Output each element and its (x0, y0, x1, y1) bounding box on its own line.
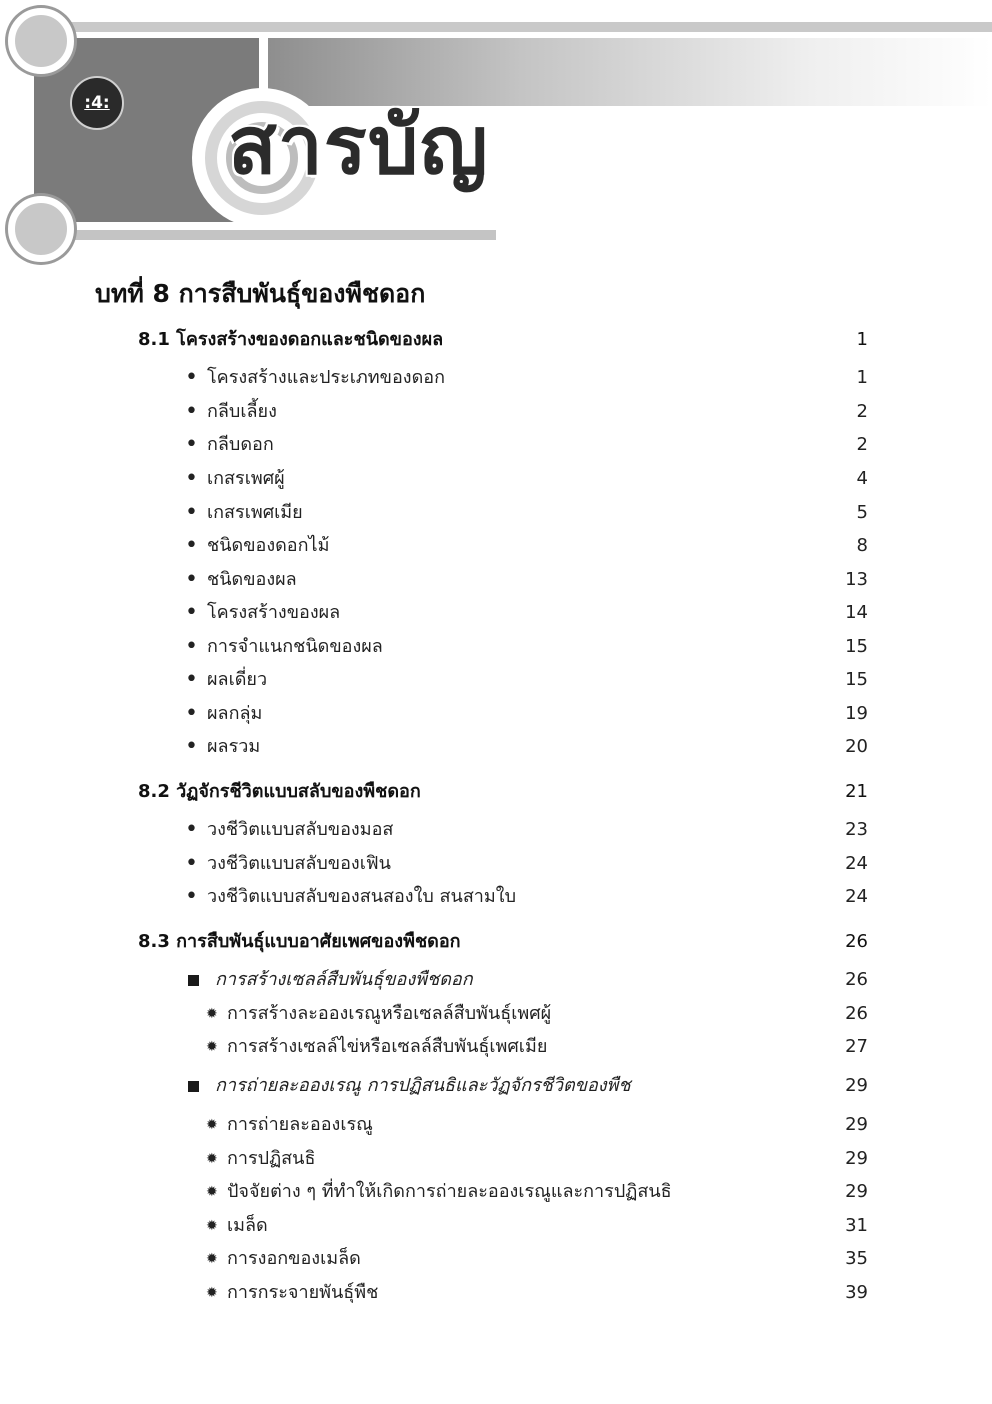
toc-item-label: ผลกลุ่ม (207, 703, 263, 724)
page-number: 8 (856, 535, 868, 556)
toc-item[interactable] (138, 464, 868, 494)
toc-item[interactable] (138, 397, 868, 427)
bullet-dot-icon (185, 882, 198, 913)
page-number: 26 (845, 1003, 868, 1024)
page-number: 5 (856, 502, 868, 523)
page-number: 23 (845, 819, 868, 840)
bullet-dot-icon (185, 430, 198, 461)
bullet-dot-icon (185, 632, 198, 663)
toc-item[interactable] (138, 1177, 868, 1207)
sun-bullet-icon: ✹ (206, 1251, 218, 1267)
toc-item[interactable] (138, 1110, 868, 1140)
page-number: 19 (845, 703, 868, 724)
bullet-dot-icon (185, 815, 198, 846)
page-number: 14 (845, 602, 868, 623)
toc-item[interactable] (138, 999, 868, 1029)
sun-bullet-icon: ✹ (206, 1039, 218, 1055)
toc-item-label: ผลรวม (207, 736, 261, 757)
square-bullet-icon (188, 975, 199, 986)
section-title: 8.3 การสืบพันธุ์แบบอาศัยเพศของพืชดอก (138, 931, 461, 952)
toc-item[interactable] (138, 363, 868, 393)
toc-subsection-label: การสร้างเซลล์สืบพันธุ์ของพืชดอก (215, 969, 473, 990)
page-number-badge: :4: (70, 76, 124, 130)
page-number: 29 (845, 1181, 868, 1202)
page-number: 15 (845, 669, 868, 690)
toc-item-label: การจำแนกชนิดของผล (207, 636, 383, 657)
bullet-dot-icon (185, 397, 198, 428)
page-number: 35 (845, 1248, 868, 1269)
bullet-dot-icon (185, 665, 198, 696)
toc-item[interactable] (138, 565, 868, 595)
toc-item[interactable] (138, 882, 868, 912)
toc-item[interactable] (138, 430, 868, 460)
bottom-decor-bar (72, 230, 496, 240)
bullet-dot-icon (185, 363, 198, 394)
bullet-dot-icon (185, 565, 198, 596)
toc-item[interactable] (138, 1211, 868, 1241)
toc-item[interactable] (138, 815, 868, 845)
page-number: 31 (845, 1215, 868, 1236)
sun-bullet-icon: ✹ (206, 1117, 218, 1133)
top-decor-bar (60, 22, 992, 32)
page-number: 1 (856, 367, 868, 388)
bullet-dot-icon (185, 531, 198, 562)
toc-item-label: กลีบดอก (207, 434, 274, 455)
toc-item-label: ชนิดของดอกไม้ (207, 535, 330, 556)
toc-item-label: การกระจายพันธุ์พืช (227, 1282, 379, 1303)
page-number: 24 (845, 853, 868, 874)
toc-item-label: วงชีวิตแบบสลับของมอส (207, 819, 394, 840)
sun-bullet-icon: ✹ (206, 1285, 218, 1301)
toc-item-label: เกสรเพศผู้ (207, 468, 285, 489)
toc-item-label: ชนิดของผล (207, 569, 297, 590)
toc-section-8-1[interactable] (138, 325, 868, 355)
toc-item-label: ผลเดี่ยว (207, 669, 268, 690)
toc-item-label: การสร้างเซลล์ไข่หรือเซลล์สืบพันธุ์เพศเมีย (227, 1036, 548, 1057)
toc-item-label: เมล็ด (227, 1215, 268, 1236)
page-number: 26 (845, 969, 868, 990)
toc-item[interactable] (138, 598, 868, 628)
toc-item[interactable] (138, 849, 868, 879)
square-bullet-icon (188, 1081, 199, 1092)
toc-item-label: เกสรเพศเมีย (207, 502, 303, 523)
toc-item[interactable] (138, 1032, 868, 1062)
toc-item-label: การงอกของเมล็ด (227, 1248, 361, 1269)
toc-subsection-label: การถ่ายละอองเรณู การปฏิสนธิและวัฏจักรชีวิตของพืช (215, 1075, 631, 1096)
page-number: 27 (845, 1036, 868, 1057)
toc-item[interactable] (138, 1278, 868, 1308)
toc-item[interactable] (138, 732, 868, 762)
toc-item-label: กลีบเลี้ยง (207, 401, 277, 422)
page-title: สารบัญ (228, 99, 489, 192)
toc-item-label: ปัจจัยต่าง ๆ ที่ทำให้เกิดการถ่ายละอองเรณูและการปฏิสนธิ (227, 1181, 672, 1202)
toc-item[interactable] (138, 699, 868, 729)
corner-circle-icon (8, 8, 74, 74)
toc-item-label: โครงสร้างของผล (207, 602, 341, 623)
page-number: 39 (845, 1282, 868, 1303)
toc-section-8-3[interactable] (138, 927, 868, 957)
toc-item-label: วงชีวิตแบบสลับของสนสองใบ สนสามใบ (207, 886, 516, 907)
toc-item[interactable] (138, 632, 868, 662)
sun-bullet-icon: ✹ (206, 1151, 218, 1167)
page-number: 29 (845, 1148, 868, 1169)
toc-item-label: โครงสร้างและประเภทของดอก (207, 367, 445, 388)
toc-item[interactable] (138, 1144, 868, 1174)
page-number: 20 (845, 736, 868, 757)
bullet-dot-icon (185, 732, 198, 763)
chapter-title: บทที่ 8 การสืบพันธุ์ของพืชดอก (95, 279, 426, 308)
page-number: 26 (845, 931, 868, 952)
toc-subsection[interactable] (138, 1071, 868, 1101)
page-number: 24 (845, 886, 868, 907)
toc-item[interactable] (138, 1244, 868, 1274)
toc-section-8-2[interactable] (138, 777, 868, 807)
toc-item-label: การสร้างละอองเรณูหรือเซลล์สืบพันธุ์เพศผู้ (227, 1003, 552, 1024)
toc-item-label: การปฏิสนธิ (227, 1148, 316, 1169)
toc-item[interactable] (138, 665, 868, 695)
toc-item-label: วงชีวิตแบบสลับของเฟิน (207, 853, 391, 874)
bullet-dot-icon (185, 849, 198, 880)
bullet-dot-icon (185, 464, 198, 495)
page-number: 2 (856, 401, 868, 422)
corner-circle-icon (8, 196, 74, 262)
sun-bullet-icon: ✹ (206, 1218, 218, 1234)
page-number: 1 (856, 329, 868, 350)
toc-subsection[interactable] (138, 965, 868, 995)
bullet-dot-icon (185, 498, 198, 529)
bullet-dot-icon (185, 598, 198, 629)
toc-item[interactable] (138, 531, 868, 561)
page-number: 4 (856, 468, 868, 489)
sun-bullet-icon: ✹ (206, 1184, 218, 1200)
sun-bullet-icon: ✹ (206, 1006, 218, 1022)
page-number: 21 (845, 781, 868, 802)
page-number: 2 (856, 434, 868, 455)
toc-item[interactable] (138, 498, 868, 528)
toc-item-label: การถ่ายละอองเรณู (227, 1114, 373, 1135)
page-number: 29 (845, 1075, 868, 1096)
section-title: 8.2 วัฏจักรชีวิตแบบสลับของพืชดอก (138, 781, 421, 802)
page-number: 15 (845, 636, 868, 657)
page-number: 13 (845, 569, 868, 590)
toc-header-graphic (0, 0, 992, 260)
bullet-dot-icon (185, 699, 198, 730)
page-number: 29 (845, 1114, 868, 1135)
section-title: 8.1 โครงสร้างของดอกและชนิดของผล (138, 329, 444, 350)
